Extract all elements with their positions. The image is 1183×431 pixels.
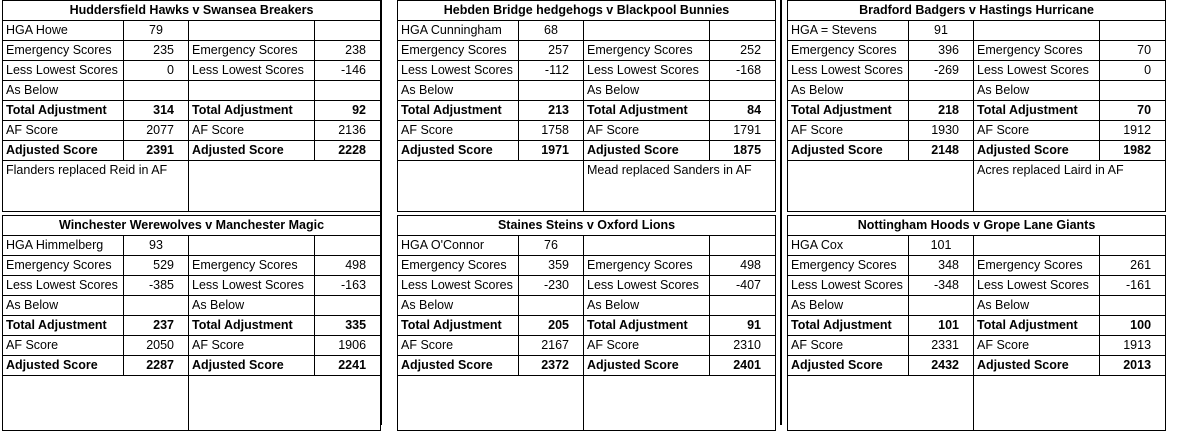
- less-value-a[interactable]: -230: [519, 276, 584, 296]
- cell[interactable]: [315, 236, 381, 256]
- match-table: [397, 0, 776, 212]
- as-below-a[interactable]: As Below: [398, 296, 519, 316]
- adjusted-value-a[interactable]: 2432: [909, 356, 974, 376]
- af-value-a[interactable]: 1758: [519, 121, 584, 141]
- hga-label[interactable]: HGA = Stevens: [788, 21, 909, 41]
- hga-label[interactable]: HGA O'Connor: [398, 236, 519, 256]
- cell[interactable]: [710, 236, 776, 256]
- cell[interactable]: [315, 296, 381, 316]
- note-b[interactable]: Mead replaced Sanders in AF: [584, 161, 776, 212]
- emergency-label-b[interactable]: Emergency Scores: [974, 256, 1100, 276]
- less-label-a[interactable]: Less Lowest Scores: [398, 61, 519, 81]
- adjusted-label-b[interactable]: Adjusted Score: [584, 141, 710, 161]
- adjusted-value-a[interactable]: 2148: [909, 141, 974, 161]
- hga-value[interactable]: 91: [909, 21, 974, 41]
- total-label-a[interactable]: Total Adjustment: [3, 316, 124, 336]
- less-label-a[interactable]: Less Lowest Scores: [788, 61, 909, 81]
- adjusted-value-a[interactable]: 1971: [519, 141, 584, 161]
- emergency-label-b[interactable]: Emergency Scores: [584, 256, 710, 276]
- total-value-a[interactable]: 237: [124, 316, 189, 336]
- less-label-b[interactable]: Less Lowest Scores: [974, 276, 1100, 296]
- cell[interactable]: [519, 81, 584, 101]
- adjusted-value-a[interactable]: 2287: [124, 356, 189, 376]
- total-value-b[interactable]: 91: [710, 316, 776, 336]
- adjusted-value-b[interactable]: 2228: [315, 141, 381, 161]
- cell[interactable]: [974, 236, 1100, 256]
- emergency-label-b[interactable]: Emergency Scores: [974, 41, 1100, 61]
- total-value-a[interactable]: 101: [909, 316, 974, 336]
- af-value-b[interactable]: 2310: [710, 336, 776, 356]
- less-value-a[interactable]: -269: [909, 61, 974, 81]
- total-value-b[interactable]: 335: [315, 316, 381, 336]
- as-below-a[interactable]: As Below: [788, 296, 909, 316]
- hga-label[interactable]: HGA Howe: [3, 21, 124, 41]
- less-label-a[interactable]: Less Lowest Scores: [398, 276, 519, 296]
- af-value-b[interactable]: 1912: [1100, 121, 1166, 141]
- adjusted-value-b[interactable]: 2401: [710, 356, 776, 376]
- emergency-value-a[interactable]: 359: [519, 256, 584, 276]
- hga-label[interactable]: HGA Cunningham: [398, 21, 519, 41]
- match-table: [787, 215, 1166, 431]
- emergency-value-a[interactable]: 257: [519, 41, 584, 61]
- less-value-b[interactable]: -163: [315, 276, 381, 296]
- less-label-b[interactable]: Less Lowest Scores: [189, 276, 315, 296]
- total-label-b[interactable]: Total Adjustment: [584, 101, 710, 121]
- total-label-b[interactable]: Total Adjustment: [189, 316, 315, 336]
- total-value-b[interactable]: 92: [315, 101, 381, 121]
- match-title[interactable]: Hebden Bridge hedgehogs v Blackpool Bunnies: [398, 1, 776, 21]
- less-label-a[interactable]: Less Lowest Scores: [3, 276, 124, 296]
- af-label-b[interactable]: AF Score: [584, 336, 710, 356]
- as-below-a[interactable]: As Below: [788, 81, 909, 101]
- cell[interactable]: [1100, 236, 1166, 256]
- note-a[interactable]: [788, 376, 974, 431]
- af-label-a[interactable]: AF Score: [398, 121, 519, 141]
- af-value-a[interactable]: 2331: [909, 336, 974, 356]
- cell[interactable]: [909, 81, 974, 101]
- less-label-a[interactable]: Less Lowest Scores: [3, 61, 124, 81]
- af-label-a[interactable]: AF Score: [3, 336, 124, 356]
- match-table: [397, 215, 776, 431]
- hga-value[interactable]: 101: [909, 236, 974, 256]
- emergency-label-a[interactable]: Emergency Scores: [3, 41, 124, 61]
- adjusted-label-a[interactable]: Adjusted Score: [788, 356, 909, 376]
- note-b[interactable]: [584, 376, 776, 431]
- af-value-a[interactable]: 1930: [909, 121, 974, 141]
- match-block: [787, 215, 1165, 431]
- less-value-b[interactable]: -168: [710, 61, 776, 81]
- af-label-b[interactable]: AF Score: [584, 121, 710, 141]
- emergency-value-b[interactable]: 498: [710, 256, 776, 276]
- cell[interactable]: [1100, 296, 1166, 316]
- af-label-a[interactable]: AF Score: [788, 121, 909, 141]
- note-b[interactable]: [189, 376, 381, 431]
- adjusted-label-a[interactable]: Adjusted Score: [3, 141, 124, 161]
- adjusted-label-b[interactable]: Adjusted Score: [189, 356, 315, 376]
- less-value-a[interactable]: -112: [519, 61, 584, 81]
- column-separator: [380, 0, 382, 425]
- hga-value[interactable]: 68: [519, 21, 584, 41]
- total-value-a[interactable]: 213: [519, 101, 584, 121]
- total-value-b[interactable]: 100: [1100, 316, 1166, 336]
- adjusted-label-b[interactable]: Adjusted Score: [584, 356, 710, 376]
- match-block: [397, 0, 775, 212]
- emergency-value-a[interactable]: 396: [909, 41, 974, 61]
- emergency-value-b[interactable]: 238: [315, 41, 381, 61]
- total-label-a[interactable]: Total Adjustment: [398, 101, 519, 121]
- cell[interactable]: [315, 21, 381, 41]
- cell[interactable]: [710, 81, 776, 101]
- cell[interactable]: [710, 21, 776, 41]
- hga-value[interactable]: 93: [124, 236, 189, 256]
- af-value-b[interactable]: 1913: [1100, 336, 1166, 356]
- note-b[interactable]: Acres replaced Laird in AF: [974, 161, 1166, 212]
- cell[interactable]: [974, 21, 1100, 41]
- less-value-a[interactable]: -348: [909, 276, 974, 296]
- af-label-a[interactable]: AF Score: [3, 121, 124, 141]
- af-value-a[interactable]: 2050: [124, 336, 189, 356]
- match-title[interactable]: Winchester Werewolves v Manchester Magic: [3, 216, 381, 236]
- cell[interactable]: [584, 236, 710, 256]
- adjusted-label-a[interactable]: Adjusted Score: [788, 141, 909, 161]
- total-value-b[interactable]: 70: [1100, 101, 1166, 121]
- emergency-value-b[interactable]: 252: [710, 41, 776, 61]
- adjusted-value-b[interactable]: 1982: [1100, 141, 1166, 161]
- note-a[interactable]: [398, 376, 584, 431]
- total-label-a[interactable]: Total Adjustment: [398, 316, 519, 336]
- match-table: [787, 0, 1166, 212]
- less-value-a[interactable]: -385: [124, 276, 189, 296]
- as-below-b[interactable]: As Below: [974, 81, 1100, 101]
- total-label-b[interactable]: Total Adjustment: [189, 101, 315, 121]
- cell[interactable]: [1100, 21, 1166, 41]
- af-label-b[interactable]: AF Score: [974, 336, 1100, 356]
- note-b[interactable]: [189, 161, 381, 212]
- emergency-label-a[interactable]: Emergency Scores: [398, 41, 519, 61]
- emergency-value-a[interactable]: 235: [124, 41, 189, 61]
- note-a[interactable]: [3, 376, 189, 431]
- hga-value[interactable]: 76: [519, 236, 584, 256]
- cell[interactable]: [189, 236, 315, 256]
- as-below-a[interactable]: As Below: [3, 296, 124, 316]
- adjusted-label-a[interactable]: Adjusted Score: [398, 356, 519, 376]
- note-a[interactable]: [788, 161, 974, 212]
- less-label-b[interactable]: Less Lowest Scores: [584, 61, 710, 81]
- total-label-a[interactable]: Total Adjustment: [788, 316, 909, 336]
- total-label-b[interactable]: Total Adjustment: [584, 316, 710, 336]
- emergency-value-b[interactable]: 70: [1100, 41, 1166, 61]
- af-value-a[interactable]: 2167: [519, 336, 584, 356]
- af-label-b[interactable]: AF Score: [189, 336, 315, 356]
- as-below-a[interactable]: As Below: [398, 81, 519, 101]
- as-below-b[interactable]: As Below: [189, 296, 315, 316]
- less-value-b[interactable]: -161: [1100, 276, 1166, 296]
- af-label-b[interactable]: AF Score: [974, 121, 1100, 141]
- adjusted-label-a[interactable]: Adjusted Score: [3, 356, 124, 376]
- hga-label[interactable]: HGA Himmelberg: [3, 236, 124, 256]
- match-table: [2, 215, 381, 431]
- total-value-b[interactable]: 84: [710, 101, 776, 121]
- adjusted-value-b[interactable]: 2241: [315, 356, 381, 376]
- note-b[interactable]: [974, 376, 1166, 431]
- match-table: [2, 0, 381, 212]
- cell[interactable]: [124, 296, 189, 316]
- emergency-value-b[interactable]: 261: [1100, 256, 1166, 276]
- less-label-a[interactable]: Less Lowest Scores: [788, 276, 909, 296]
- total-value-a[interactable]: 205: [519, 316, 584, 336]
- as-below-a[interactable]: As Below: [3, 81, 124, 101]
- cell[interactable]: [519, 296, 584, 316]
- af-label-a[interactable]: AF Score: [398, 336, 519, 356]
- af-value-a[interactable]: 2077: [124, 121, 189, 141]
- emergency-label-a[interactable]: Emergency Scores: [398, 256, 519, 276]
- hga-label[interactable]: HGA Cox: [788, 236, 909, 256]
- less-value-a[interactable]: 0: [124, 61, 189, 81]
- less-label-b[interactable]: Less Lowest Scores: [189, 61, 315, 81]
- af-value-b[interactable]: 1791: [710, 121, 776, 141]
- cell[interactable]: [909, 296, 974, 316]
- as-below-b[interactable]: [189, 81, 315, 101]
- cell[interactable]: [315, 81, 381, 101]
- adjusted-value-a[interactable]: 2391: [124, 141, 189, 161]
- cell[interactable]: [189, 21, 315, 41]
- cell[interactable]: [710, 296, 776, 316]
- total-label-b[interactable]: Total Adjustment: [974, 101, 1100, 121]
- match-title[interactable]: Bradford Badgers v Hastings Hurricane: [788, 1, 1166, 21]
- total-label-a[interactable]: Total Adjustment: [788, 101, 909, 121]
- total-value-a[interactable]: 218: [909, 101, 974, 121]
- adjusted-label-b[interactable]: Adjusted Score: [189, 141, 315, 161]
- af-label-a[interactable]: AF Score: [788, 336, 909, 356]
- adjusted-value-b[interactable]: 2013: [1100, 356, 1166, 376]
- as-below-b[interactable]: As Below: [974, 296, 1100, 316]
- note-a[interactable]: Flanders replaced Reid in AF: [3, 161, 189, 212]
- cell[interactable]: [1100, 81, 1166, 101]
- af-value-b[interactable]: 2136: [315, 121, 381, 141]
- total-label-a[interactable]: Total Adjustment: [3, 101, 124, 121]
- less-value-b[interactable]: -146: [315, 61, 381, 81]
- less-value-b[interactable]: -407: [710, 276, 776, 296]
- adjusted-label-b[interactable]: Adjusted Score: [974, 141, 1100, 161]
- match-title[interactable]: Staines Steins v Oxford Lions: [398, 216, 776, 236]
- emergency-label-b[interactable]: Emergency Scores: [189, 256, 315, 276]
- as-below-b[interactable]: As Below: [584, 81, 710, 101]
- adjusted-value-b[interactable]: 1875: [710, 141, 776, 161]
- match-title[interactable]: Huddersfield Hawks v Swansea Breakers: [3, 1, 381, 21]
- total-label-b[interactable]: Total Adjustment: [974, 316, 1100, 336]
- match-block: [397, 215, 775, 431]
- match-block: [2, 215, 380, 431]
- less-label-b[interactable]: Less Lowest Scores: [584, 276, 710, 296]
- emergency-value-a[interactable]: 348: [909, 256, 974, 276]
- emergency-label-b[interactable]: Emergency Scores: [189, 41, 315, 61]
- af-value-b[interactable]: 1906: [315, 336, 381, 356]
- cell[interactable]: [584, 21, 710, 41]
- as-below-b[interactable]: As Below: [584, 296, 710, 316]
- note-a[interactable]: [398, 161, 584, 212]
- cell[interactable]: [124, 81, 189, 101]
- match-block: [2, 0, 380, 212]
- emergency-label-a[interactable]: Emergency Scores: [788, 41, 909, 61]
- match-title[interactable]: Nottingham Hoods v Grope Lane Giants: [788, 216, 1166, 236]
- adjusted-label-b[interactable]: Adjusted Score: [974, 356, 1100, 376]
- less-label-b[interactable]: Less Lowest Scores: [974, 61, 1100, 81]
- adjusted-label-a[interactable]: Adjusted Score: [398, 141, 519, 161]
- emergency-label-b[interactable]: Emergency Scores: [584, 41, 710, 61]
- emergency-value-a[interactable]: 529: [124, 256, 189, 276]
- total-value-a[interactable]: 314: [124, 101, 189, 121]
- column-separator: [780, 0, 782, 425]
- hga-value[interactable]: 79: [124, 21, 189, 41]
- less-value-b[interactable]: 0: [1100, 61, 1166, 81]
- emergency-value-b[interactable]: 498: [315, 256, 381, 276]
- emergency-label-a[interactable]: Emergency Scores: [3, 256, 124, 276]
- adjusted-value-a[interactable]: 2372: [519, 356, 584, 376]
- emergency-label-a[interactable]: Emergency Scores: [788, 256, 909, 276]
- af-label-b[interactable]: AF Score: [189, 121, 315, 141]
- match-block: [787, 0, 1165, 212]
